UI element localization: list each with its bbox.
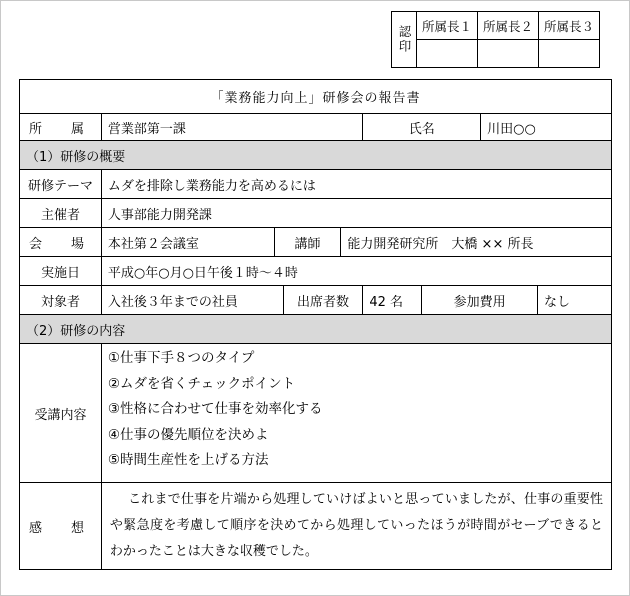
department-label: 所 属 [20, 114, 102, 141]
impression-value[interactable] [101, 483, 611, 570]
approval-stamp-box-1[interactable] [417, 40, 478, 68]
venue-label: 会 場 [20, 228, 102, 257]
approval-stamp-box-2[interactable] [478, 40, 539, 68]
content-list[interactable] [101, 344, 611, 483]
lecturer-value[interactable]: 能力開発研究所 大橋 ×× 所長 [341, 228, 612, 257]
stamp-label: 認印 [392, 12, 417, 68]
name-value[interactable]: 川田○○ [481, 114, 612, 141]
attendees-label: 出席者数 [283, 286, 363, 315]
approval-stamp-box-3[interactable] [539, 40, 600, 68]
organizer-value[interactable]: 人事部能力開発課 [101, 199, 611, 228]
report-title: 「業務能力向上」研修会の報告書 [20, 80, 612, 114]
target-label: 対象者 [20, 286, 102, 315]
approval-header-1: 所属長１ [417, 12, 478, 40]
date-value[interactable]: 平成○年○月○日午後１時～４時 [101, 257, 611, 286]
approval-stamp-table [391, 11, 600, 68]
attendees-value[interactable]: 42 名 [363, 286, 422, 315]
theme-value[interactable]: ムダを排除し業務能力を高めるには [101, 170, 611, 199]
department-value[interactable]: 営業部第一課 [101, 114, 362, 141]
impression-label: 感 想 [20, 483, 102, 570]
content-label: 受講内容 [20, 344, 102, 483]
approval-header-3: 所属長３ [539, 12, 600, 40]
report-form [19, 79, 612, 570]
list-item: ③性格に合わせて仕事を効率化する [107, 401, 323, 417]
target-value[interactable]: 入社後３年までの社員 [101, 286, 283, 315]
section-content-heading: （2）研修の内容 [20, 315, 612, 344]
date-label: 実施日 [20, 257, 102, 286]
list-item: ①仕事下手８つのタイプ [107, 350, 255, 366]
theme-label: 研修テーマ [20, 170, 102, 199]
lecturer-label: 講師 [274, 228, 341, 257]
approval-header-2: 所属長２ [478, 12, 539, 40]
list-item: ⑤時間生産性を上げる方法 [107, 452, 269, 468]
impression-text: これまで仕事を片端から処理していけばよいと思っていましたが、仕事の重要性や緊急度を考慮して順序を決めてから処理していったほうが時間がセーブできるとわかったことは大きな収穫でした。 [109, 492, 603, 559]
list-item: ④仕事の優先順位を決めよ [107, 426, 269, 443]
name-label: 氏名 [363, 114, 481, 141]
fee-label: 参加費用 [422, 286, 538, 315]
list-item: ②ムダを省くチェックポイント [107, 375, 296, 392]
organizer-label: 主催者 [20, 199, 102, 228]
venue-value[interactable]: 本社第２会議室 [101, 228, 274, 257]
fee-value[interactable]: なし [538, 286, 612, 315]
section-overview-heading: （1）研修の概要 [20, 141, 612, 170]
